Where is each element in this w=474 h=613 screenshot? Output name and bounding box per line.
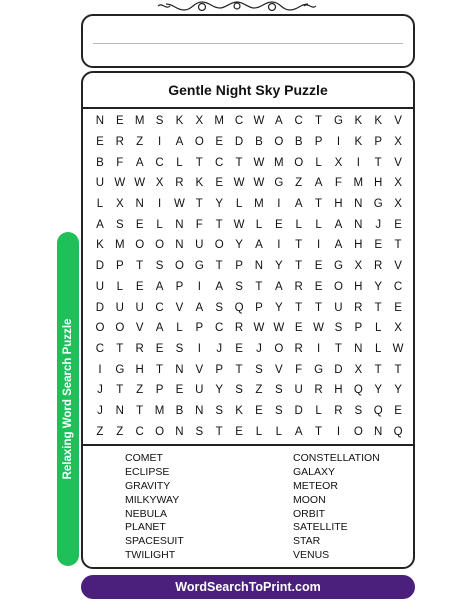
grid-letter: E xyxy=(175,384,184,397)
grid-letter: S xyxy=(274,384,283,397)
grid-letter: W xyxy=(253,177,265,190)
grid-letter: N xyxy=(254,260,264,273)
grid-letter: T xyxy=(295,301,303,314)
grid-letter: W xyxy=(233,218,245,231)
grid-letter: I xyxy=(336,136,341,149)
grid-letter: I xyxy=(277,239,281,252)
grid-letter: N xyxy=(115,404,124,417)
grid-letter: Z xyxy=(96,425,104,438)
word-list-item: METEOR xyxy=(293,479,338,492)
grid-letter: M xyxy=(214,115,224,128)
grid-letter: C xyxy=(234,115,244,128)
grid-letter: L xyxy=(374,322,382,335)
grid-letter: T xyxy=(315,198,323,211)
grid-letter: P xyxy=(215,363,224,376)
grid-letter: A xyxy=(274,280,283,293)
grid-letter: V xyxy=(175,301,184,314)
word-list-item: COMET xyxy=(125,452,163,464)
name-line xyxy=(93,43,403,44)
grid-letter: H xyxy=(135,363,144,376)
grid-letter: T xyxy=(315,301,323,314)
grid-letter: A xyxy=(215,280,224,293)
grid-letter: V xyxy=(394,156,402,169)
grid-letter: A xyxy=(255,239,263,252)
grid-letter: S xyxy=(215,404,224,417)
grid-letter: O xyxy=(174,260,184,273)
grid-letter: H xyxy=(374,177,383,190)
grid-letter: O xyxy=(115,322,125,335)
word-list-item: SPACESUIT xyxy=(125,535,184,548)
grid-letter: S xyxy=(255,363,263,376)
grid-letter: T xyxy=(195,198,203,211)
grid-letter: E xyxy=(394,218,402,231)
grid-letter: R xyxy=(175,177,184,190)
grid-letter: J xyxy=(97,384,103,397)
grid-letter: L xyxy=(156,218,163,231)
grid-letter: T xyxy=(195,156,203,169)
grid-letter: P xyxy=(115,260,124,273)
word-list xyxy=(125,452,415,563)
grid-letter: C xyxy=(95,342,105,355)
grid-letter: R xyxy=(294,342,303,355)
grid-letter: Y xyxy=(274,260,283,273)
grid-letter: I xyxy=(98,363,102,376)
word-list-item: MILKYWAY xyxy=(125,493,180,506)
grid-letter: E xyxy=(374,239,383,252)
grid-letter: X xyxy=(195,115,204,128)
grid-letter: Q xyxy=(353,384,363,397)
grid-letter: N xyxy=(175,363,184,376)
grid-letter: I xyxy=(316,342,321,355)
grid-letter: U xyxy=(95,280,105,293)
grid-letter: F xyxy=(116,156,124,169)
grid-letter: T xyxy=(116,384,124,397)
footer-banner[interactable]: WordSearchToPrint.com xyxy=(81,575,415,599)
grid-letter: G xyxy=(274,177,284,190)
grid-letter: X xyxy=(394,177,402,190)
grid-letter: M xyxy=(154,404,165,417)
grid-letter: Q xyxy=(393,425,403,438)
grid-letter: R xyxy=(354,301,363,314)
grid-letter: D xyxy=(95,260,105,273)
grid-letter: Y xyxy=(215,198,224,211)
grid-letter: K xyxy=(235,404,243,417)
title-divider xyxy=(83,107,413,109)
grid-letter: O xyxy=(194,136,204,149)
grid-letter: W xyxy=(134,177,146,190)
puzzle-title: Gentle Night Sky Puzzle xyxy=(168,82,328,98)
grid-letter: S xyxy=(215,301,224,314)
grid-letter: V xyxy=(274,363,283,376)
grid-letter: Z xyxy=(136,136,144,149)
grid-letter: E xyxy=(135,218,144,231)
grid-letter: S xyxy=(354,404,363,417)
grid-letter: G xyxy=(115,363,125,376)
grid-letter: L xyxy=(235,198,243,211)
grid-letter: P xyxy=(255,301,263,314)
grid-letter: P xyxy=(374,136,383,149)
grid-letter: X xyxy=(394,198,402,211)
grid-letter: N xyxy=(95,115,105,128)
grid-letter: S xyxy=(235,384,243,397)
grid-letter: C xyxy=(294,115,303,128)
grid-letter: A xyxy=(175,136,184,149)
grid-letter: S xyxy=(115,218,124,231)
grid-letter: K xyxy=(96,239,104,252)
puzzle-box xyxy=(81,71,415,569)
grid-letter: N xyxy=(175,239,184,252)
grid-letter: L xyxy=(96,198,104,211)
grid-letter: R xyxy=(234,322,244,335)
grid-letter: W xyxy=(253,156,265,169)
grid-letter: O xyxy=(333,280,343,293)
grid-letter: J xyxy=(375,218,382,231)
grid-letter: G xyxy=(373,198,383,211)
grid-letter: A xyxy=(294,425,303,438)
grid-letter: T xyxy=(235,156,243,169)
grid-letter: U xyxy=(115,301,124,314)
word-list-item: CONSTELLATION xyxy=(293,452,380,464)
grid-letter: H xyxy=(334,384,343,397)
grid-letter: L xyxy=(255,425,263,438)
grid-letter: J xyxy=(256,342,262,355)
grid-letter: I xyxy=(316,239,321,252)
grid-letter: O xyxy=(135,239,145,252)
grid-letter: E xyxy=(255,404,263,417)
grid-letter: A xyxy=(195,301,204,314)
grid-letter: Y xyxy=(215,384,224,397)
grid-letter: N xyxy=(175,425,184,438)
grid-letter: T xyxy=(235,363,243,376)
grid-letter: R xyxy=(314,384,323,397)
grid-letter: Q xyxy=(373,404,383,417)
grid-letter: T xyxy=(394,363,402,376)
grid-letter: L xyxy=(315,218,322,231)
grid-letter: G xyxy=(314,363,324,376)
grid-letter: E xyxy=(135,280,144,293)
grid-letter: I xyxy=(157,136,162,149)
grid-letter: F xyxy=(195,218,203,231)
grid-letter: T xyxy=(255,280,263,293)
grid-letter: L xyxy=(315,404,322,417)
word-list-item: VENUS xyxy=(293,549,330,562)
grid-letter: M xyxy=(353,177,364,190)
grid-letter: U xyxy=(294,384,303,397)
grid-letter: T xyxy=(156,363,164,376)
grid-letter: E xyxy=(314,260,323,273)
grid-letter: U xyxy=(334,301,343,314)
grid-letter: O xyxy=(353,425,363,438)
grid-letter: W xyxy=(253,115,265,128)
grid-letter: T xyxy=(136,404,144,417)
grid-letter: B xyxy=(175,404,184,417)
word-list-item: PLANET xyxy=(125,521,166,534)
grid-letter: S xyxy=(235,280,243,293)
grid-letter: E xyxy=(115,115,124,128)
grid-letter: B xyxy=(294,136,303,149)
grid-letter: Z xyxy=(116,425,124,438)
word-list-item: ORBIT xyxy=(293,507,326,520)
grid-letter: N xyxy=(354,198,363,211)
grid-letter: D xyxy=(334,363,343,376)
grid-letter: W xyxy=(253,322,265,335)
grid-letter: E xyxy=(215,136,224,149)
grid-letter: T xyxy=(215,218,223,231)
grid-letter: E xyxy=(155,342,164,355)
grid-letter: E xyxy=(215,177,224,190)
side-banner xyxy=(57,232,79,566)
grid-letter: W xyxy=(114,177,126,190)
word-list-item: GRAVITY xyxy=(125,479,171,492)
grid-letter: O xyxy=(274,342,284,355)
grid-letter: N xyxy=(135,198,144,211)
grid-letter: F xyxy=(334,177,342,190)
grid-letter: T xyxy=(215,260,223,273)
grid-letter: C xyxy=(215,156,224,169)
grid-letter: T xyxy=(116,342,124,355)
grid-letter: L xyxy=(255,218,263,231)
grid-letter: S xyxy=(175,342,184,355)
grid-letter: Z xyxy=(136,384,144,397)
grid-letter: H xyxy=(354,239,363,252)
grid-letter: M xyxy=(254,198,264,211)
grid-letter: X xyxy=(394,322,402,335)
grid-letter: A xyxy=(96,218,104,231)
grid-letter: T xyxy=(374,156,382,169)
grid-letter: S xyxy=(155,115,164,128)
grid-letter: X xyxy=(155,177,164,190)
grid-letter: D xyxy=(234,136,244,149)
grid-letter: P xyxy=(235,260,243,273)
grid-letter: L xyxy=(176,322,183,335)
grid-letter: N xyxy=(195,404,204,417)
grid-letter: P xyxy=(354,322,363,335)
grid-letter: T xyxy=(315,115,323,128)
grid-letter: I xyxy=(356,156,360,169)
grid-letter: O xyxy=(155,239,165,252)
grid-letter: W xyxy=(233,177,245,190)
grid-letter: R xyxy=(374,260,383,273)
side-banner-label: Relaxing Word Search Puzzle xyxy=(62,318,74,480)
grid-letter: N xyxy=(354,342,363,355)
grid-letter: K xyxy=(175,115,184,128)
word-list-item: ECLIPSE xyxy=(125,465,170,478)
grid-letter: W xyxy=(174,198,185,211)
grid-letter: P xyxy=(155,384,164,397)
grid-letter: X xyxy=(394,136,402,149)
grid-letter: E xyxy=(274,218,283,231)
grid-letter: O xyxy=(274,136,284,149)
grid-letter: W xyxy=(392,342,404,355)
grid-letter: X xyxy=(354,363,363,376)
grid-letter: J xyxy=(97,404,103,417)
grid-letter: H xyxy=(334,198,343,211)
grid-letter: U xyxy=(135,301,144,314)
grid-letter: C xyxy=(215,322,224,335)
grid-letter: T xyxy=(374,301,382,314)
word-list-item: MOON xyxy=(293,493,326,506)
grid-letter: L xyxy=(275,425,283,438)
grid-letter: T xyxy=(394,239,402,252)
grid-letter: U xyxy=(95,177,105,190)
grid-letter: H xyxy=(354,280,363,293)
grid-letter: Z xyxy=(255,384,263,397)
word-list-item: NEBULA xyxy=(125,507,168,520)
name-field-box xyxy=(81,14,415,68)
grid-letter: C xyxy=(393,280,403,293)
grid-letter: F xyxy=(295,363,303,376)
grid-letter: B xyxy=(255,136,263,149)
grid-letter: Y xyxy=(235,239,243,252)
grid-letter: R xyxy=(294,280,303,293)
grid-letter: A xyxy=(135,156,144,169)
grid-letter: G xyxy=(194,260,204,273)
grid-letter: T xyxy=(295,239,303,252)
word-list-divider xyxy=(83,444,413,446)
grid-letter: T xyxy=(315,425,323,438)
grid-letter: P xyxy=(314,136,323,149)
grid-letter: T xyxy=(334,342,342,355)
grid-letter: Y xyxy=(274,301,283,314)
grid-letter: G xyxy=(333,115,343,128)
grid-letter: B xyxy=(96,156,104,169)
grid-letter: V xyxy=(195,363,204,376)
grid-letter: L xyxy=(374,342,382,355)
grid-letter: M xyxy=(134,115,145,128)
grid-letter: M xyxy=(115,239,125,252)
grid-letter: A xyxy=(155,322,164,335)
grid-letter: Y xyxy=(374,280,383,293)
grid-letter: N xyxy=(175,218,184,231)
grid-letter: U xyxy=(195,239,204,252)
grid-letter: X xyxy=(115,198,124,211)
grid-letter: N xyxy=(374,425,383,438)
grid-letter: A xyxy=(274,115,283,128)
grid-letter: S xyxy=(155,260,164,273)
word-list-item: SATELLITE xyxy=(293,521,348,534)
word-list-item: GALAXY xyxy=(293,465,336,478)
grid-letter: P xyxy=(175,280,184,293)
grid-letter: V xyxy=(394,115,402,128)
grid-letter: A xyxy=(155,280,164,293)
grid-letter: R xyxy=(135,342,144,355)
grid-letter: T xyxy=(374,363,382,376)
grid-letter: W xyxy=(313,322,324,335)
grid-letter: X xyxy=(334,156,343,169)
grid-letter: E xyxy=(96,136,104,149)
grid-letter: E xyxy=(294,322,303,335)
grid-letter: M xyxy=(274,156,284,169)
grid-letter: E xyxy=(235,425,243,438)
grid-letter: L xyxy=(176,156,183,169)
grid-letter: T xyxy=(215,425,223,438)
grid-letter: E xyxy=(235,342,243,355)
grid-letter: O xyxy=(155,425,165,438)
grid-letter: X xyxy=(354,260,363,273)
letter-grid xyxy=(90,111,408,442)
grid-letter: L xyxy=(295,218,302,231)
grid-letter: E xyxy=(394,404,402,417)
grid-letter: I xyxy=(336,425,341,438)
grid-letter: T xyxy=(295,260,303,273)
grid-letter: R xyxy=(334,404,343,417)
grid-letter: D xyxy=(95,301,105,314)
grid-letter: T xyxy=(136,260,144,273)
word-list-item: TWILIGHT xyxy=(125,549,176,562)
grid-letter: N xyxy=(354,218,363,231)
grid-letter: S xyxy=(274,404,283,417)
grid-letter: S xyxy=(334,322,343,335)
grid-letter: C xyxy=(155,301,164,314)
grid-letter: A xyxy=(294,198,303,211)
grid-letter: O xyxy=(294,156,304,169)
grid-letter: A xyxy=(314,177,323,190)
grid-letter: P xyxy=(195,322,204,335)
grid-letter: L xyxy=(116,280,124,293)
grid-letter: V xyxy=(135,322,144,335)
grid-letter: I xyxy=(197,342,201,355)
grid-letter: K xyxy=(195,177,204,190)
grid-letter: K xyxy=(374,115,383,128)
grid-letter: R xyxy=(115,136,124,149)
grid-letter: A xyxy=(334,218,343,231)
grid-letter: I xyxy=(277,198,281,211)
grid-letter: V xyxy=(394,260,402,273)
grid-letter: E xyxy=(314,280,323,293)
grid-letter: U xyxy=(195,384,204,397)
grid-letter: G xyxy=(333,260,343,273)
grid-letter: Y xyxy=(374,384,383,397)
grid-letter: O xyxy=(214,239,224,252)
grid-letter: L xyxy=(315,156,322,169)
grid-letter: E xyxy=(394,301,402,314)
grid-letter: S xyxy=(195,425,204,438)
grid-letter: W xyxy=(273,322,285,335)
grid-letter: O xyxy=(95,322,105,335)
grid-letter: K xyxy=(354,115,363,128)
grid-letter: I xyxy=(197,280,201,293)
grid-letter: C xyxy=(155,156,164,169)
grid-letter: A xyxy=(334,239,343,252)
grid-letter: C xyxy=(135,425,144,438)
word-list-item: STAR xyxy=(293,535,321,548)
grid-letter: K xyxy=(354,136,363,149)
grid-letter: Z xyxy=(295,177,303,190)
grid-letter: I xyxy=(157,198,162,211)
grid-letter: D xyxy=(294,404,303,417)
grid-letter: Q xyxy=(234,301,244,314)
grid-letter: J xyxy=(216,342,223,355)
grid-letter: Y xyxy=(394,384,402,397)
